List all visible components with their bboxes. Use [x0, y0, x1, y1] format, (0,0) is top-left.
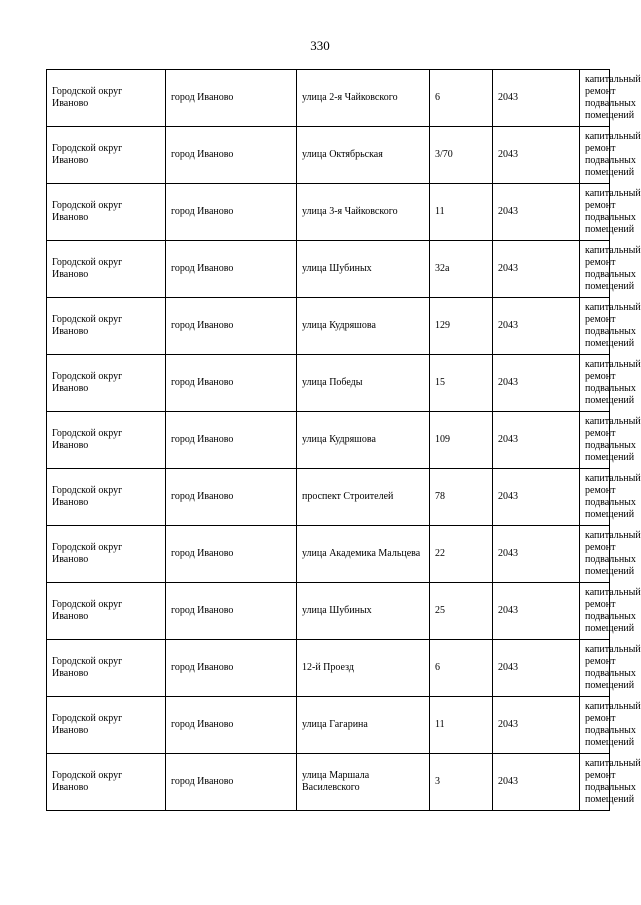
house-number-cell: 6 — [430, 70, 493, 127]
city-cell: город Иваново — [166, 754, 297, 811]
year-cell: 2043 — [493, 241, 580, 298]
registry-table — [46, 69, 641, 811]
street-cell: улица Шубиных — [297, 241, 430, 298]
work-type-cell: капитальный ремонт подвальных помещений — [580, 640, 610, 697]
house-number-cell: 3/70 — [430, 127, 493, 184]
house-number-cell: 25 — [430, 583, 493, 640]
district-cell: Городской округ Иваново — [47, 184, 166, 241]
work-type-cell: капитальный ремонт подвальных помещений — [580, 70, 610, 127]
table-row — [47, 70, 610, 127]
work-type-cell: капитальный ремонт подвальных помещений — [580, 469, 610, 526]
district-cell: Городской округ Иваново — [47, 412, 166, 469]
year-cell: 2043 — [493, 355, 580, 412]
year-cell: 2043 — [493, 127, 580, 184]
table-row — [47, 697, 610, 754]
table-row — [47, 184, 610, 241]
street-cell: проспект Строителей — [297, 469, 430, 526]
city-cell: город Иваново — [166, 298, 297, 355]
work-type-cell: капитальный ремонт подвальных помещений — [580, 697, 610, 754]
street-cell: улица Кудряшова — [297, 412, 430, 469]
work-type-cell: капитальный ремонт подвальных помещений — [580, 127, 610, 184]
house-number-cell: 32а — [430, 241, 493, 298]
district-cell: Городской округ Иваново — [47, 355, 166, 412]
house-number-cell: 78 — [430, 469, 493, 526]
city-cell: город Иваново — [166, 241, 297, 298]
district-cell: Городской округ Иваново — [47, 640, 166, 697]
house-number-cell: 22 — [430, 526, 493, 583]
city-cell: город Иваново — [166, 469, 297, 526]
year-cell: 2043 — [493, 184, 580, 241]
table-row — [47, 754, 610, 811]
table-row — [47, 526, 610, 583]
street-cell: улица Маршала Василевского — [297, 754, 430, 811]
street-cell: улица Победы — [297, 355, 430, 412]
table-row — [47, 298, 610, 355]
street-cell: 12-й Проезд — [297, 640, 430, 697]
work-type-cell: капитальный ремонт подвальных помещений — [580, 754, 610, 811]
street-cell: улица Гагарина — [297, 697, 430, 754]
house-number-cell: 11 — [430, 697, 493, 754]
table-row — [47, 241, 610, 298]
city-cell: город Иваново — [166, 412, 297, 469]
city-cell: город Иваново — [166, 184, 297, 241]
district-cell: Городской округ Иваново — [47, 697, 166, 754]
table-row — [47, 127, 610, 184]
street-cell: улица Кудряшова — [297, 298, 430, 355]
city-cell: город Иваново — [166, 583, 297, 640]
district-cell: Городской округ Иваново — [47, 754, 166, 811]
district-cell: Городской округ Иваново — [47, 526, 166, 583]
city-cell: город Иваново — [166, 697, 297, 754]
table-row — [47, 355, 610, 412]
year-cell: 2043 — [493, 412, 580, 469]
table-row — [47, 469, 610, 526]
work-type-cell: капитальный ремонт подвальных помещений — [580, 526, 610, 583]
street-cell: улица Шубиных — [297, 583, 430, 640]
house-number-cell: 109 — [430, 412, 493, 469]
page-number: 330 — [310, 38, 330, 53]
work-type-cell: капитальный ремонт подвальных помещений — [580, 241, 610, 298]
table-row — [47, 412, 610, 469]
district-cell: Городской округ Иваново — [47, 298, 166, 355]
street-cell: улица Октябрьская — [297, 127, 430, 184]
street-cell: улица 2-я Чайковского — [297, 70, 430, 127]
city-cell: город Иваново — [166, 127, 297, 184]
district-cell: Городской округ Иваново — [47, 70, 166, 127]
year-cell: 2043 — [493, 298, 580, 355]
house-number-cell: 129 — [430, 298, 493, 355]
district-cell: Городской округ Иваново — [47, 241, 166, 298]
year-cell: 2043 — [493, 583, 580, 640]
year-cell: 2043 — [493, 697, 580, 754]
district-cell: Городской округ Иваново — [47, 127, 166, 184]
city-cell: город Иваново — [166, 640, 297, 697]
table-row — [47, 583, 610, 640]
work-type-cell: капитальный ремонт подвальных помещений — [580, 583, 610, 640]
street-cell: улица 3-я Чайковского — [297, 184, 430, 241]
year-cell: 2043 — [493, 754, 580, 811]
house-number-cell: 15 — [430, 355, 493, 412]
house-number-cell: 6 — [430, 640, 493, 697]
year-cell: 2043 — [493, 70, 580, 127]
work-type-cell: капитальный ремонт подвальных помещений — [580, 298, 610, 355]
house-number-cell: 3 — [430, 754, 493, 811]
house-number-cell: 11 — [430, 184, 493, 241]
district-cell: Городской округ Иваново — [47, 469, 166, 526]
work-type-cell: капитальный ремонт подвальных помещений — [580, 412, 610, 469]
table-row — [47, 640, 610, 697]
table-body — [47, 70, 641, 811]
city-cell: город Иваново — [166, 355, 297, 412]
work-type-cell: капитальный ремонт подвальных помещений — [580, 355, 610, 412]
work-type-cell: капитальный ремонт подвальных помещений — [580, 184, 610, 241]
city-cell: город Иваново — [166, 70, 297, 127]
city-cell: город Иваново — [166, 526, 297, 583]
street-cell: улица Академика Мальцева — [297, 526, 430, 583]
year-cell: 2043 — [493, 640, 580, 697]
district-cell: Городской округ Иваново — [47, 583, 166, 640]
year-cell: 2043 — [493, 526, 580, 583]
year-cell: 2043 — [493, 469, 580, 526]
